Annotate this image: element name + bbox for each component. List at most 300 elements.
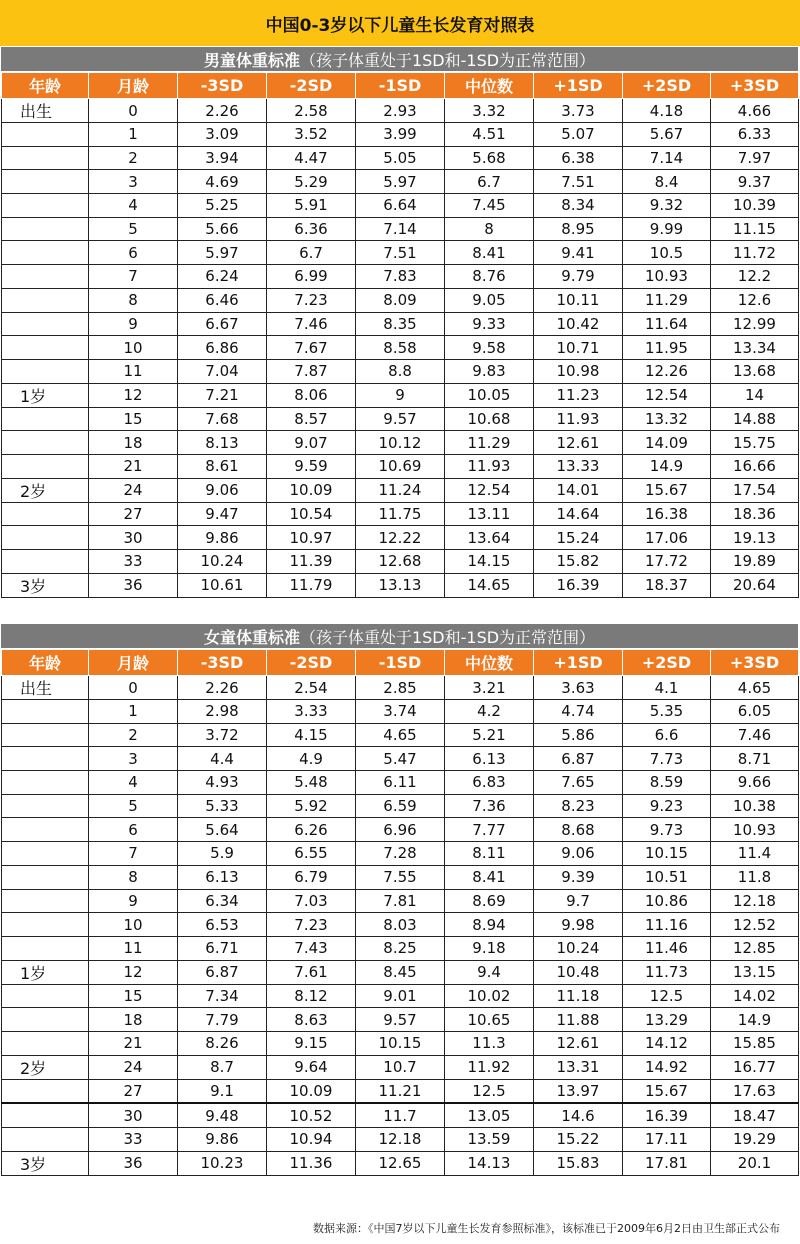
age-cell — [2, 1079, 89, 1103]
month-cell: 7 — [89, 842, 178, 866]
weight-value-cell: 8.34 — [534, 194, 623, 218]
month-cell: 2 — [89, 723, 178, 747]
table-row — [2, 1008, 799, 1032]
weight-value-cell: 9.37 — [711, 170, 799, 194]
weight-value-cell: 13.13 — [356, 573, 445, 597]
weight-value-cell: 5.35 — [623, 700, 711, 724]
table-row — [2, 818, 799, 842]
weight-value-cell: 9.48 — [178, 1103, 267, 1127]
weight-value-cell: 6.7 — [267, 241, 356, 265]
weight-value-cell: 10.24 — [534, 936, 623, 960]
weight-value-cell: 10.5 — [623, 241, 711, 265]
weight-value-cell: 10.69 — [356, 454, 445, 478]
weight-value-cell: 6.36 — [267, 217, 356, 241]
weight-value-cell: 8.69 — [445, 889, 534, 913]
weight-value-cell: 13.34 — [711, 336, 799, 360]
weight-value-cell: 9.57 — [356, 1008, 445, 1032]
weight-value-cell: 5.07 — [534, 123, 623, 147]
weight-value-cell: 9.41 — [534, 241, 623, 265]
weight-value-cell: 2.26 — [178, 676, 267, 700]
table-row — [2, 217, 799, 241]
table-row — [2, 676, 799, 700]
weight-value-cell: 11.93 — [534, 407, 623, 431]
weight-value-cell: 7.28 — [356, 842, 445, 866]
table-row — [2, 960, 799, 984]
weight-value-cell: 4.15 — [267, 723, 356, 747]
weight-value-cell: 6.53 — [178, 913, 267, 937]
table-row — [2, 550, 799, 574]
weight-value-cell: 7.46 — [267, 312, 356, 336]
age-cell — [2, 1128, 89, 1152]
weight-value-cell: 5.66 — [178, 217, 267, 241]
weight-value-cell: 7.14 — [356, 217, 445, 241]
weight-value-cell: 19.13 — [711, 526, 799, 550]
weight-value-cell: 11.75 — [356, 502, 445, 526]
weight-value-cell: 5.47 — [356, 747, 445, 771]
age-cell — [2, 407, 89, 431]
weight-value-cell: 9.73 — [623, 818, 711, 842]
weight-value-cell: 10.7 — [356, 1055, 445, 1079]
weight-value-cell: 12.6 — [711, 288, 799, 312]
weight-value-cell: 9.1 — [178, 1079, 267, 1103]
weight-value-cell: 9.59 — [267, 454, 356, 478]
month-cell: 15 — [89, 984, 178, 1008]
weight-value-cell: 6.86 — [178, 336, 267, 360]
table-row — [2, 700, 799, 724]
table-row — [2, 913, 799, 937]
age-cell: 3岁 — [2, 1151, 89, 1175]
weight-value-cell: 4.66 — [711, 99, 799, 123]
weight-value-cell: 4.9 — [267, 747, 356, 771]
weight-value-cell: 12.18 — [711, 889, 799, 913]
weight-value-cell: 7.97 — [711, 146, 799, 170]
table-row — [2, 383, 799, 407]
weight-value-cell: 5.68 — [445, 146, 534, 170]
weight-value-cell: 6.67 — [178, 312, 267, 336]
weight-value-cell: 5.48 — [267, 771, 356, 795]
weight-value-cell: 8.41 — [445, 241, 534, 265]
month-cell: 11 — [89, 936, 178, 960]
month-cell: 21 — [89, 454, 178, 478]
weight-value-cell: 6.24 — [178, 265, 267, 289]
weight-value-cell: 6.59 — [356, 794, 445, 818]
weight-value-cell: 5.86 — [534, 723, 623, 747]
weight-value-cell: 17.11 — [623, 1128, 711, 1152]
weight-value-cell: 7.65 — [534, 771, 623, 795]
weight-value-cell: 7.21 — [178, 383, 267, 407]
weight-value-cell: 17.63 — [711, 1079, 799, 1103]
weight-value-cell: 13.32 — [623, 407, 711, 431]
weight-value-cell: 3.33 — [267, 700, 356, 724]
weight-value-cell: 13.68 — [711, 359, 799, 383]
weight-value-cell: 10.23 — [178, 1151, 267, 1175]
age-cell: 2岁 — [2, 1055, 89, 1079]
weight-value-cell: 19.89 — [711, 550, 799, 574]
age-cell — [2, 288, 89, 312]
weight-value-cell: 12.85 — [711, 936, 799, 960]
weight-value-cell: 11.29 — [445, 431, 534, 455]
age-cell — [2, 913, 89, 937]
weight-value-cell: 10.94 — [267, 1128, 356, 1152]
weight-value-cell: 10.65 — [445, 1008, 534, 1032]
weight-value-cell: 6.26 — [267, 818, 356, 842]
weight-value-cell: 13.31 — [534, 1055, 623, 1079]
weight-value-cell: 8.8 — [356, 359, 445, 383]
weight-value-cell: 8.59 — [623, 771, 711, 795]
month-cell: 11 — [89, 359, 178, 383]
weight-value-cell: 6.13 — [445, 747, 534, 771]
weight-value-cell: 9.39 — [534, 865, 623, 889]
column-header: +2SD — [623, 650, 711, 676]
weight-value-cell: 9.06 — [534, 842, 623, 866]
table-row — [2, 336, 799, 360]
weight-value-cell: 2.98 — [178, 700, 267, 724]
column-header: +2SD — [623, 73, 711, 99]
month-cell: 21 — [89, 1031, 178, 1055]
weight-value-cell: 10.61 — [178, 573, 267, 597]
age-cell — [2, 700, 89, 724]
age-cell: 出生 — [2, 676, 89, 700]
table-row — [2, 1079, 799, 1103]
weight-value-cell: 14.13 — [445, 1151, 534, 1175]
weight-value-cell: 9.66 — [711, 771, 799, 795]
weight-value-cell: 14.15 — [445, 550, 534, 574]
weight-value-cell: 8.25 — [356, 936, 445, 960]
weight-value-cell: 12.18 — [356, 1128, 445, 1152]
weight-value-cell: 9.86 — [178, 1128, 267, 1152]
table-row — [2, 889, 799, 913]
weight-value-cell: 3.21 — [445, 676, 534, 700]
age-cell: 2岁 — [2, 478, 89, 502]
weight-value-cell: 5.67 — [623, 123, 711, 147]
table-row — [2, 984, 799, 1008]
weight-value-cell: 14.88 — [711, 407, 799, 431]
data-source-footnote: 数据来源：《中国7岁以下儿童生长发育参照标准》，该标准已于2009年6月2日由卫生部正式公布 — [313, 1222, 780, 1235]
weight-value-cell: 7.73 — [623, 747, 711, 771]
weight-value-cell: 13.15 — [711, 960, 799, 984]
month-cell: 12 — [89, 960, 178, 984]
weight-value-cell: 13.11 — [445, 502, 534, 526]
weight-value-cell: 4.18 — [623, 99, 711, 123]
girls-weight-table — [1, 649, 799, 1176]
month-cell: 12 — [89, 383, 178, 407]
weight-value-cell: 12.2 — [711, 265, 799, 289]
weight-value-cell: 12.22 — [356, 526, 445, 550]
column-header: +1SD — [534, 73, 623, 99]
weight-value-cell: 11.16 — [623, 913, 711, 937]
weight-value-cell: 13.05 — [445, 1103, 534, 1127]
month-cell: 10 — [89, 336, 178, 360]
weight-value-cell: 10.93 — [711, 818, 799, 842]
weight-value-cell: 3.32 — [445, 99, 534, 123]
weight-value-cell: 8 — [445, 217, 534, 241]
age-cell — [2, 865, 89, 889]
age-cell: 出生 — [2, 99, 89, 123]
girls-section-title — [1, 624, 798, 649]
weight-value-cell: 7.55 — [356, 865, 445, 889]
column-header: -1SD — [356, 650, 445, 676]
table-row — [2, 99, 799, 123]
weight-value-cell: 3.94 — [178, 146, 267, 170]
weight-value-cell: 11.8 — [711, 865, 799, 889]
weight-value-cell: 16.39 — [623, 1103, 711, 1127]
month-cell: 36 — [89, 1151, 178, 1175]
weight-value-cell: 8.13 — [178, 431, 267, 455]
weight-value-cell: 12.61 — [534, 431, 623, 455]
weight-value-cell: 5.9 — [178, 842, 267, 866]
weight-value-cell: 4.4 — [178, 747, 267, 771]
age-cell — [2, 241, 89, 265]
weight-value-cell: 10.09 — [267, 478, 356, 502]
month-cell: 4 — [89, 771, 178, 795]
weight-value-cell: 15.24 — [534, 526, 623, 550]
table-row — [2, 1128, 799, 1152]
weight-value-cell: 7.51 — [356, 241, 445, 265]
weight-value-cell: 14.09 — [623, 431, 711, 455]
weight-value-cell: 13.33 — [534, 454, 623, 478]
weight-value-cell: 14.92 — [623, 1055, 711, 1079]
weight-value-cell: 9.83 — [445, 359, 534, 383]
weight-value-cell: 11.3 — [445, 1031, 534, 1055]
weight-value-cell: 8.09 — [356, 288, 445, 312]
age-cell — [2, 146, 89, 170]
month-cell: 24 — [89, 1055, 178, 1079]
age-cell — [2, 170, 89, 194]
weight-value-cell: 6.05 — [711, 700, 799, 724]
table-row — [2, 502, 799, 526]
table-row — [2, 771, 799, 795]
month-cell: 7 — [89, 265, 178, 289]
weight-value-cell: 8.41 — [445, 865, 534, 889]
month-cell: 27 — [89, 1079, 178, 1103]
weight-value-cell: 12.68 — [356, 550, 445, 574]
weight-value-cell: 3.09 — [178, 123, 267, 147]
age-cell — [2, 336, 89, 360]
weight-value-cell: 8.23 — [534, 794, 623, 818]
month-cell: 30 — [89, 526, 178, 550]
weight-value-cell: 10.51 — [623, 865, 711, 889]
weight-value-cell: 8.58 — [356, 336, 445, 360]
weight-value-cell: 11.95 — [623, 336, 711, 360]
weight-value-cell: 15.85 — [711, 1031, 799, 1055]
month-cell: 33 — [89, 550, 178, 574]
weight-value-cell: 3.52 — [267, 123, 356, 147]
weight-value-cell: 8.7 — [178, 1055, 267, 1079]
weight-value-cell: 12.99 — [711, 312, 799, 336]
table-row — [2, 723, 799, 747]
age-cell — [2, 431, 89, 455]
weight-value-cell: 16.38 — [623, 502, 711, 526]
weight-value-cell: 9.01 — [356, 984, 445, 1008]
column-header: 年龄 — [2, 73, 89, 99]
weight-value-cell: 7.03 — [267, 889, 356, 913]
weight-value-cell: 4.93 — [178, 771, 267, 795]
weight-value-cell: 6.33 — [711, 123, 799, 147]
table-row — [2, 865, 799, 889]
age-cell: 3岁 — [2, 573, 89, 597]
weight-value-cell: 6.87 — [534, 747, 623, 771]
weight-value-cell: 3.72 — [178, 723, 267, 747]
weight-value-cell: 12.5 — [445, 1079, 534, 1103]
weight-value-cell: 7.68 — [178, 407, 267, 431]
table-row — [2, 288, 799, 312]
weight-value-cell: 12.5 — [623, 984, 711, 1008]
weight-value-cell: 10.05 — [445, 383, 534, 407]
weight-value-cell: 5.29 — [267, 170, 356, 194]
weight-value-cell: 17.81 — [623, 1151, 711, 1175]
weight-value-cell: 8.45 — [356, 960, 445, 984]
weight-value-cell: 6.55 — [267, 842, 356, 866]
weight-value-cell: 15.67 — [623, 478, 711, 502]
weight-value-cell: 6.99 — [267, 265, 356, 289]
age-cell — [2, 265, 89, 289]
column-header: 中位数 — [445, 73, 534, 99]
weight-value-cell: 20.64 — [711, 573, 799, 597]
weight-value-cell: 8.57 — [267, 407, 356, 431]
weight-value-cell: 7.81 — [356, 889, 445, 913]
age-cell — [2, 312, 89, 336]
weight-value-cell: 10.98 — [534, 359, 623, 383]
weight-value-cell: 2.93 — [356, 99, 445, 123]
column-header: +1SD — [534, 650, 623, 676]
weight-value-cell: 14.01 — [534, 478, 623, 502]
weight-value-cell: 3.74 — [356, 700, 445, 724]
weight-value-cell: 5.33 — [178, 794, 267, 818]
weight-value-cell: 15.67 — [623, 1079, 711, 1103]
weight-value-cell: 19.29 — [711, 1128, 799, 1152]
weight-value-cell: 11.29 — [623, 288, 711, 312]
table-row — [2, 936, 799, 960]
table-row — [2, 407, 799, 431]
table-row — [2, 573, 799, 597]
weight-value-cell: 9.58 — [445, 336, 534, 360]
weight-value-cell: 9.86 — [178, 526, 267, 550]
weight-value-cell: 10.48 — [534, 960, 623, 984]
weight-value-cell: 10.39 — [711, 194, 799, 218]
weight-value-cell: 7.04 — [178, 359, 267, 383]
age-cell — [2, 123, 89, 147]
weight-value-cell: 7.77 — [445, 818, 534, 842]
age-cell — [2, 747, 89, 771]
weight-value-cell: 7.83 — [356, 265, 445, 289]
weight-value-cell: 17.54 — [711, 478, 799, 502]
weight-value-cell: 8.61 — [178, 454, 267, 478]
weight-value-cell: 11.4 — [711, 842, 799, 866]
age-cell — [2, 526, 89, 550]
weight-value-cell: 16.77 — [711, 1055, 799, 1079]
weight-value-cell: 20.1 — [711, 1151, 799, 1175]
weight-value-cell: 12.52 — [711, 913, 799, 937]
weight-value-cell: 5.64 — [178, 818, 267, 842]
month-cell: 2 — [89, 146, 178, 170]
age-cell — [2, 217, 89, 241]
weight-value-cell: 5.25 — [178, 194, 267, 218]
weight-value-cell: 11.73 — [623, 960, 711, 984]
age-cell: 1岁 — [2, 383, 89, 407]
age-cell — [2, 550, 89, 574]
month-cell: 5 — [89, 794, 178, 818]
weight-value-cell: 16.66 — [711, 454, 799, 478]
weight-value-cell: 11.79 — [267, 573, 356, 597]
weight-value-cell: 9.57 — [356, 407, 445, 431]
weight-value-cell: 4.47 — [267, 146, 356, 170]
table-row — [2, 146, 799, 170]
age-cell — [2, 359, 89, 383]
age-cell — [2, 771, 89, 795]
weight-value-cell: 9.33 — [445, 312, 534, 336]
weight-value-cell: 9.99 — [623, 217, 711, 241]
table-row — [2, 359, 799, 383]
weight-value-cell: 12.54 — [623, 383, 711, 407]
weight-value-cell: 8.26 — [178, 1031, 267, 1055]
month-cell: 9 — [89, 889, 178, 913]
table-row — [2, 842, 799, 866]
weight-value-cell: 6.46 — [178, 288, 267, 312]
month-cell: 10 — [89, 913, 178, 937]
age-cell — [2, 818, 89, 842]
weight-value-cell: 6.11 — [356, 771, 445, 795]
weight-value-cell: 11.18 — [534, 984, 623, 1008]
weight-value-cell: 6.34 — [178, 889, 267, 913]
column-header: 月龄 — [89, 650, 178, 676]
weight-value-cell: 6.64 — [356, 194, 445, 218]
weight-value-cell: 11.93 — [445, 454, 534, 478]
weight-value-cell: 7.23 — [267, 913, 356, 937]
month-cell: 4 — [89, 194, 178, 218]
table-row — [2, 194, 799, 218]
age-cell — [2, 1103, 89, 1127]
column-header: -3SD — [178, 650, 267, 676]
weight-value-cell: 8.63 — [267, 1008, 356, 1032]
weight-value-cell: 11.39 — [267, 550, 356, 574]
weight-value-cell: 4.2 — [445, 700, 534, 724]
age-cell — [2, 723, 89, 747]
weight-value-cell: 8.95 — [534, 217, 623, 241]
weight-value-cell: 12.65 — [356, 1151, 445, 1175]
table-row — [2, 1151, 799, 1175]
weight-value-cell: 7.43 — [267, 936, 356, 960]
weight-value-cell: 8.12 — [267, 984, 356, 1008]
weight-value-cell: 11.23 — [534, 383, 623, 407]
weight-value-cell: 7.67 — [267, 336, 356, 360]
month-cell: 18 — [89, 1008, 178, 1032]
weight-value-cell: 3.73 — [534, 99, 623, 123]
weight-value-cell: 5.97 — [178, 241, 267, 265]
weight-value-cell: 14.12 — [623, 1031, 711, 1055]
weight-value-cell: 15.82 — [534, 550, 623, 574]
weight-value-cell: 13.59 — [445, 1128, 534, 1152]
column-header: -2SD — [267, 73, 356, 99]
weight-value-cell: 11.46 — [623, 936, 711, 960]
weight-value-cell: 8.35 — [356, 312, 445, 336]
weight-value-cell: 9.15 — [267, 1031, 356, 1055]
weight-value-cell: 12.61 — [534, 1031, 623, 1055]
weight-value-cell: 14.02 — [711, 984, 799, 1008]
weight-value-cell: 7.45 — [445, 194, 534, 218]
month-cell: 3 — [89, 747, 178, 771]
weight-value-cell: 16.39 — [534, 573, 623, 597]
weight-value-cell: 10.97 — [267, 526, 356, 550]
weight-value-cell: 8.76 — [445, 265, 534, 289]
weight-value-cell: 13.29 — [623, 1008, 711, 1032]
column-header: 年龄 — [2, 650, 89, 676]
weight-value-cell: 10.68 — [445, 407, 534, 431]
weight-value-cell: 8.94 — [445, 913, 534, 937]
age-cell — [2, 889, 89, 913]
age-cell — [2, 454, 89, 478]
age-cell — [2, 502, 89, 526]
month-cell: 1 — [89, 123, 178, 147]
